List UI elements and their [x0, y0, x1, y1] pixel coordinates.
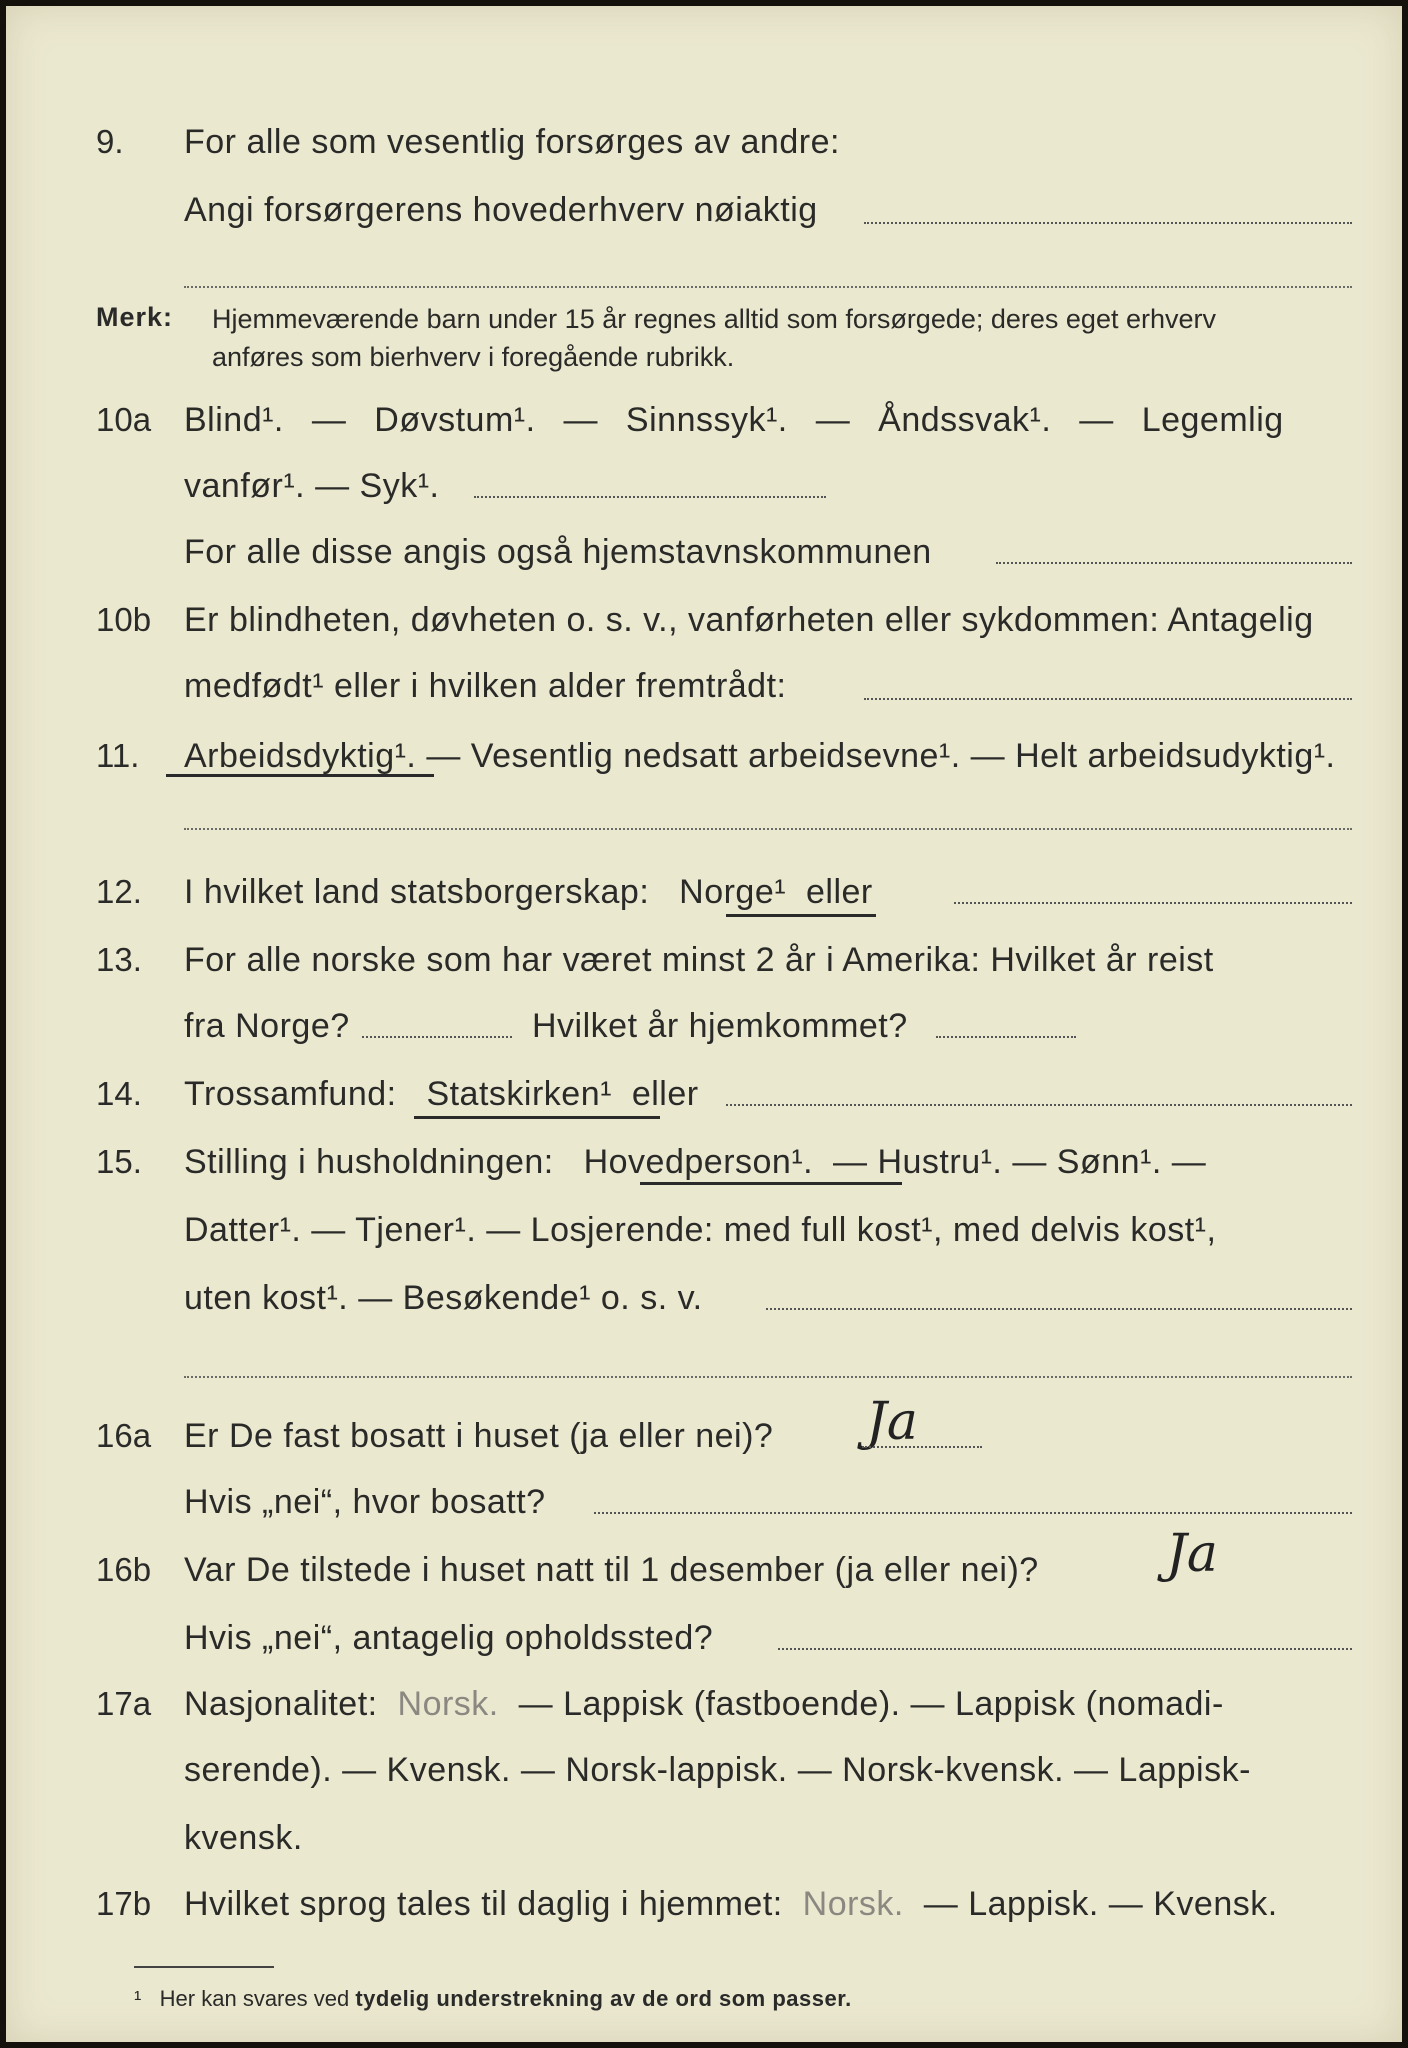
q9-text-2: Angi forsørgerens hovederhverv nøiaktig — [184, 191, 818, 229]
footnote-bold-text: tydelig understrekning av de ord som passer. — [355, 1986, 852, 2011]
q15-answer-line-1[interactable] — [766, 1308, 1352, 1310]
q17a-options-1: — Lappisk (fastboende). — Lappisk (nomadi- — [518, 1685, 1224, 1723]
q10a-row-2 — [6, 460, 1402, 512]
q15-answer: Hovedperson¹. — [583, 1143, 814, 1181]
q10b-number: 10b — [96, 601, 152, 638]
q15-text-2: Datter¹. — Tjener¹. — Losjerende: med full kost¹, med delvis kost¹, — [184, 1211, 1217, 1249]
census-form-page — [6, 6, 1402, 2042]
q17b-options: — Lappisk. — Kvensk. — [923, 1885, 1278, 1923]
q16b-row-2 — [6, 1612, 1402, 1664]
footnote-rule — [134, 1966, 274, 1968]
footnote-text: Her kan svares ved — [159, 1986, 350, 2011]
q10a-text-2: vanfør¹. — Syk¹. — [184, 467, 440, 505]
q16a-text-2: Hvis „nei“, hvor bosatt? — [184, 1483, 546, 1521]
q17a-number: 17a — [96, 1685, 152, 1722]
q14-number: 14. — [96, 1075, 142, 1112]
merk-label: Merk: — [96, 302, 174, 332]
q15-row-3 — [6, 1272, 1402, 1324]
q10a-answer-line-1[interactable] — [474, 496, 826, 498]
q10b-text-2: medfødt¹ eller i hvilken alder fremtrådt: — [184, 667, 787, 705]
q9-answer-line-2[interactable] — [184, 286, 1352, 288]
q17a-text-2: serende). — Kvensk. — Norsk-lappisk. — Norsk-kvensk. — Lappisk- — [184, 1751, 1251, 1789]
q11-underline-mark — [166, 774, 434, 777]
q14-question: Trossamfund: — [184, 1075, 397, 1113]
q12-tail: eller — [805, 873, 873, 911]
q16a-number: 16a — [96, 1417, 152, 1454]
q16a-handwritten-answer: Ja — [866, 1392, 918, 1452]
q17a-row-2 — [6, 1744, 1402, 1796]
q12-row-1 — [6, 866, 1402, 918]
q10b-row-2 — [6, 660, 1402, 712]
q14-tail: eller — [631, 1075, 699, 1113]
q17a-answer-faded: Norsk. — [397, 1685, 499, 1723]
q13-row-2 — [6, 1000, 1402, 1052]
q14-underline-mark — [414, 1116, 660, 1119]
q17b-text-1 — [184, 1878, 1278, 1930]
q13-answer-line-1[interactable] — [362, 1036, 512, 1038]
q9-number: 9. — [96, 123, 124, 160]
q13-text-1: For alle norske som har været minst 2 år i Amerika: Hvilket år reist — [184, 941, 1214, 979]
q10a-text-3: For alle disse angis også hjemstavnskommunen — [184, 533, 932, 571]
q17a-row-3 — [6, 1812, 1402, 1864]
footnote — [134, 1984, 852, 2014]
q13-answer-line-2[interactable] — [936, 1036, 1076, 1038]
q15-text-3: uten kost¹. — Besøkende¹ o. s. v. — [184, 1279, 703, 1317]
q13-number: 13. — [96, 941, 142, 978]
q15-row-2 — [6, 1204, 1402, 1256]
q12-underline-mark — [726, 914, 876, 917]
q16b-text-1: Var De tilstede i huset natt til 1 desember (ja eller nei)? — [184, 1551, 1039, 1589]
q12-answer-line[interactable] — [954, 902, 1352, 904]
q16b-answer-line[interactable] — [778, 1648, 1352, 1650]
q14-text-1 — [184, 1068, 699, 1120]
q10a-number: 10a — [96, 401, 152, 438]
q9-text-1: For alle som vesentlig forsørges av andre: — [184, 123, 840, 161]
q16a-row-1 — [6, 1410, 1402, 1462]
q14-answer: Statskirken¹ — [426, 1075, 612, 1113]
q15-options: — Hustru¹. — Sønn¹. — — [833, 1143, 1207, 1181]
footnote-mark: ¹ — [134, 1986, 142, 2011]
q14-answer-line[interactable] — [726, 1104, 1352, 1106]
merk-text-2: anføres som bierhverv i foregående rubrikk. — [212, 342, 735, 372]
q16a-answer-line-1[interactable] — [862, 1446, 982, 1448]
q9-row-2 — [6, 184, 1402, 236]
q10a-answer-line-2[interactable] — [996, 562, 1352, 564]
q11-answer-line[interactable] — [184, 828, 1352, 830]
q10a-text-1: Blind¹. — Døvstum¹. — Sinnssyk¹. — Åndssvak¹. — Legemlig — [184, 401, 1284, 439]
q15-text-1 — [184, 1136, 1206, 1188]
q17b-row-1 — [6, 1878, 1402, 1930]
q16a-answer-line-2[interactable] — [594, 1512, 1352, 1514]
q12-question: I hvilket land statsborgerskap: — [184, 873, 650, 911]
q15-underline-mark — [640, 1182, 902, 1185]
q17b-question: Hvilket sprog tales til daglig i hjemmet: — [184, 1885, 783, 1923]
q16a-text-1: Er De fast bosatt i huset (ja eller nei)? — [184, 1417, 774, 1455]
q17a-text-3: kvensk. — [184, 1819, 303, 1857]
q15-answer-line-2[interactable] — [184, 1376, 1352, 1378]
q13-text-2a: fra Norge? — [184, 1007, 350, 1045]
q17a-text-1 — [184, 1678, 1224, 1730]
q12-number: 12. — [96, 873, 142, 910]
q11-text-1: Arbeidsdyktig¹. — Vesentlig nedsatt arbeidsevne¹. — Helt arbeidsudyktig¹. — [184, 737, 1336, 775]
q17b-number: 17b — [96, 1885, 152, 1922]
q12-text-1 — [184, 866, 873, 918]
q17a-question: Nasjonalitet: — [184, 1685, 378, 1723]
q10a-row-3 — [6, 526, 1402, 578]
q16a-row-2 — [6, 1476, 1402, 1528]
q9-row-1 — [6, 116, 1402, 168]
q16b-handwritten-answer: Ja — [1166, 1524, 1218, 1584]
q16b-number: 16b — [96, 1551, 152, 1588]
q12-answer: Norge¹ — [679, 873, 787, 911]
q17b-answer-faded: Norsk. — [802, 1885, 904, 1923]
q15-row-1 — [6, 1136, 1402, 1188]
q15-question: Stilling i husholdningen: — [184, 1143, 554, 1181]
q9-answer-line[interactable] — [864, 222, 1352, 224]
merk-text-1: Hjemmeværende barn under 15 år regnes alltid som forsørgede; deres eget erhverv — [212, 304, 1216, 334]
q10b-answer-line[interactable] — [864, 698, 1352, 700]
q11-number: 11. — [96, 737, 140, 774]
q10a-row-1 — [6, 394, 1402, 446]
q14-row-1 — [6, 1068, 1402, 1120]
q10b-row-1 — [6, 594, 1402, 646]
q16b-text-2: Hvis „nei“, antagelig opholdssted? — [184, 1619, 714, 1657]
q10b-text-1: Er blindheten, døvheten o. s. v., vanførheten eller sykdommen: Antagelig — [184, 601, 1314, 639]
q13-text-2b: Hvilket år hjemkommet? — [532, 1007, 908, 1045]
q13-row-1 — [6, 934, 1402, 986]
q17a-row-1 — [6, 1678, 1402, 1730]
q15-number: 15. — [96, 1143, 142, 1180]
